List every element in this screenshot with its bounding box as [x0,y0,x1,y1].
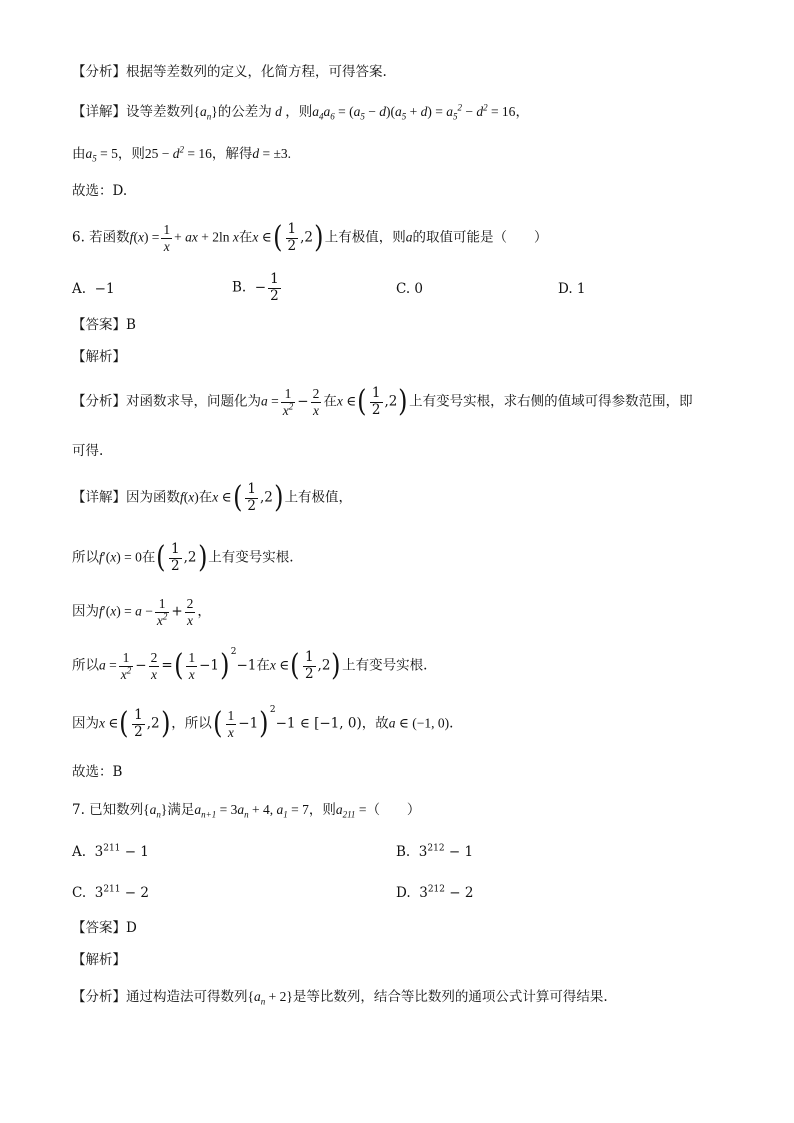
analysis-6-cont: 可得. [72,443,104,459]
detail-6-step3: 所以a = $\frac{1}{x^2}$ − $\frac{2}{x}$ =( $\frac{1}{x}$ −1)$^2$−1在x ∈( $\frac{1}{2}$ ,2)上有变号实根. [72,647,428,684]
detail-6-step2: 因为f′(x) = a − $\frac{1}{x^2}$ + $\frac{2}{x}$ ， [72,596,211,628]
detail-6-step4: 因为x ∈( $\frac{1}{2}$ ,2)，所以( $\frac{1}{x}$ −1)$^2$−1 ∈ [−1, 0)，故a ∈ (−1, 0). [72,705,454,742]
q6-option-d: D. 1 [558,281,586,297]
detail-6-step1: 所以f′(x) = 0在( $\frac{1}{2}$ ,2)上有变号实根. [72,540,294,576]
explanation-7-heading: 【解析】 [72,952,126,968]
detail-line-5b: 由$a_5 = 5$，则$25 - d^2 = 16$，解得d = ±3. [72,144,292,164]
selection-6: 故选：B [72,764,123,780]
answer-7: 【答案】D [72,920,137,936]
q6-option-a: A. −1 [72,281,115,297]
q7-option-d: D. $3^{212} - 2$ [396,884,474,901]
q7-option-b: B. $3^{212} - 1$ [396,843,474,860]
math-seq: $\{a_n\}$ [193,104,218,122]
explanation-6-heading: 【解析】 [72,349,126,365]
selection-line-5: 故选：D. [72,183,128,199]
analysis-7: 【分析】通过构造法可得数列$\{a_n + 2\}$是等比数列，结合等比数列的通项公式计算可得结果. [72,989,608,1007]
question-6: 6. 若函数f(x) = $\frac{1}{x}$ + ax + 2ln x在x ∈( $\frac{1}{2}$ ,2)上有极值，则a的取值可能是（ ） [72,220,548,256]
q7-option-c: C. $3^{211} - 2$ [72,884,149,901]
math-expr: $a_4a_6 = (a_5 - d)(a_5 + d) = a_5^2 - d^2 = 16$ [312,102,516,122]
analysis-line-5: 【分析】根据等差数列的定义，化简方程，可得答案. [72,64,387,80]
q6-option-c: C. 0 [396,281,424,297]
question-7: 7. 已知数列$\{a_n\}$满足$a_{n+1} = 3a_n + 4$, $a_1 = 7$，则$a_{211}$ =（ ） [72,802,421,820]
analysis-6: 【分析】对函数求导，问题化为a = $\frac{1}{x^2}$ − $\frac{2}{x}$ 在x ∈( $\frac{1}{2}$ ,2)上有变号实根，求右侧的值域可得参数范围，即 [72,384,693,420]
answer-6: 【答案】B [72,317,136,333]
detail-6: 【详解】因为函数f(x)在x ∈( $\frac{1}{2}$ ,2)上有极值， [72,480,353,516]
q7-option-a: A. $3^{211} - 1$ [72,843,149,860]
detail-line-5: 【详解】设等差数列$\{a_n\}$的公差为 d ，则$a_4a_6 = (a_5 - d)(a_5 + d) = a_5^2 - d^2 = 16$， [72,102,529,122]
q6-option-b: B. − $\frac{1}{2}$ [232,271,279,304]
